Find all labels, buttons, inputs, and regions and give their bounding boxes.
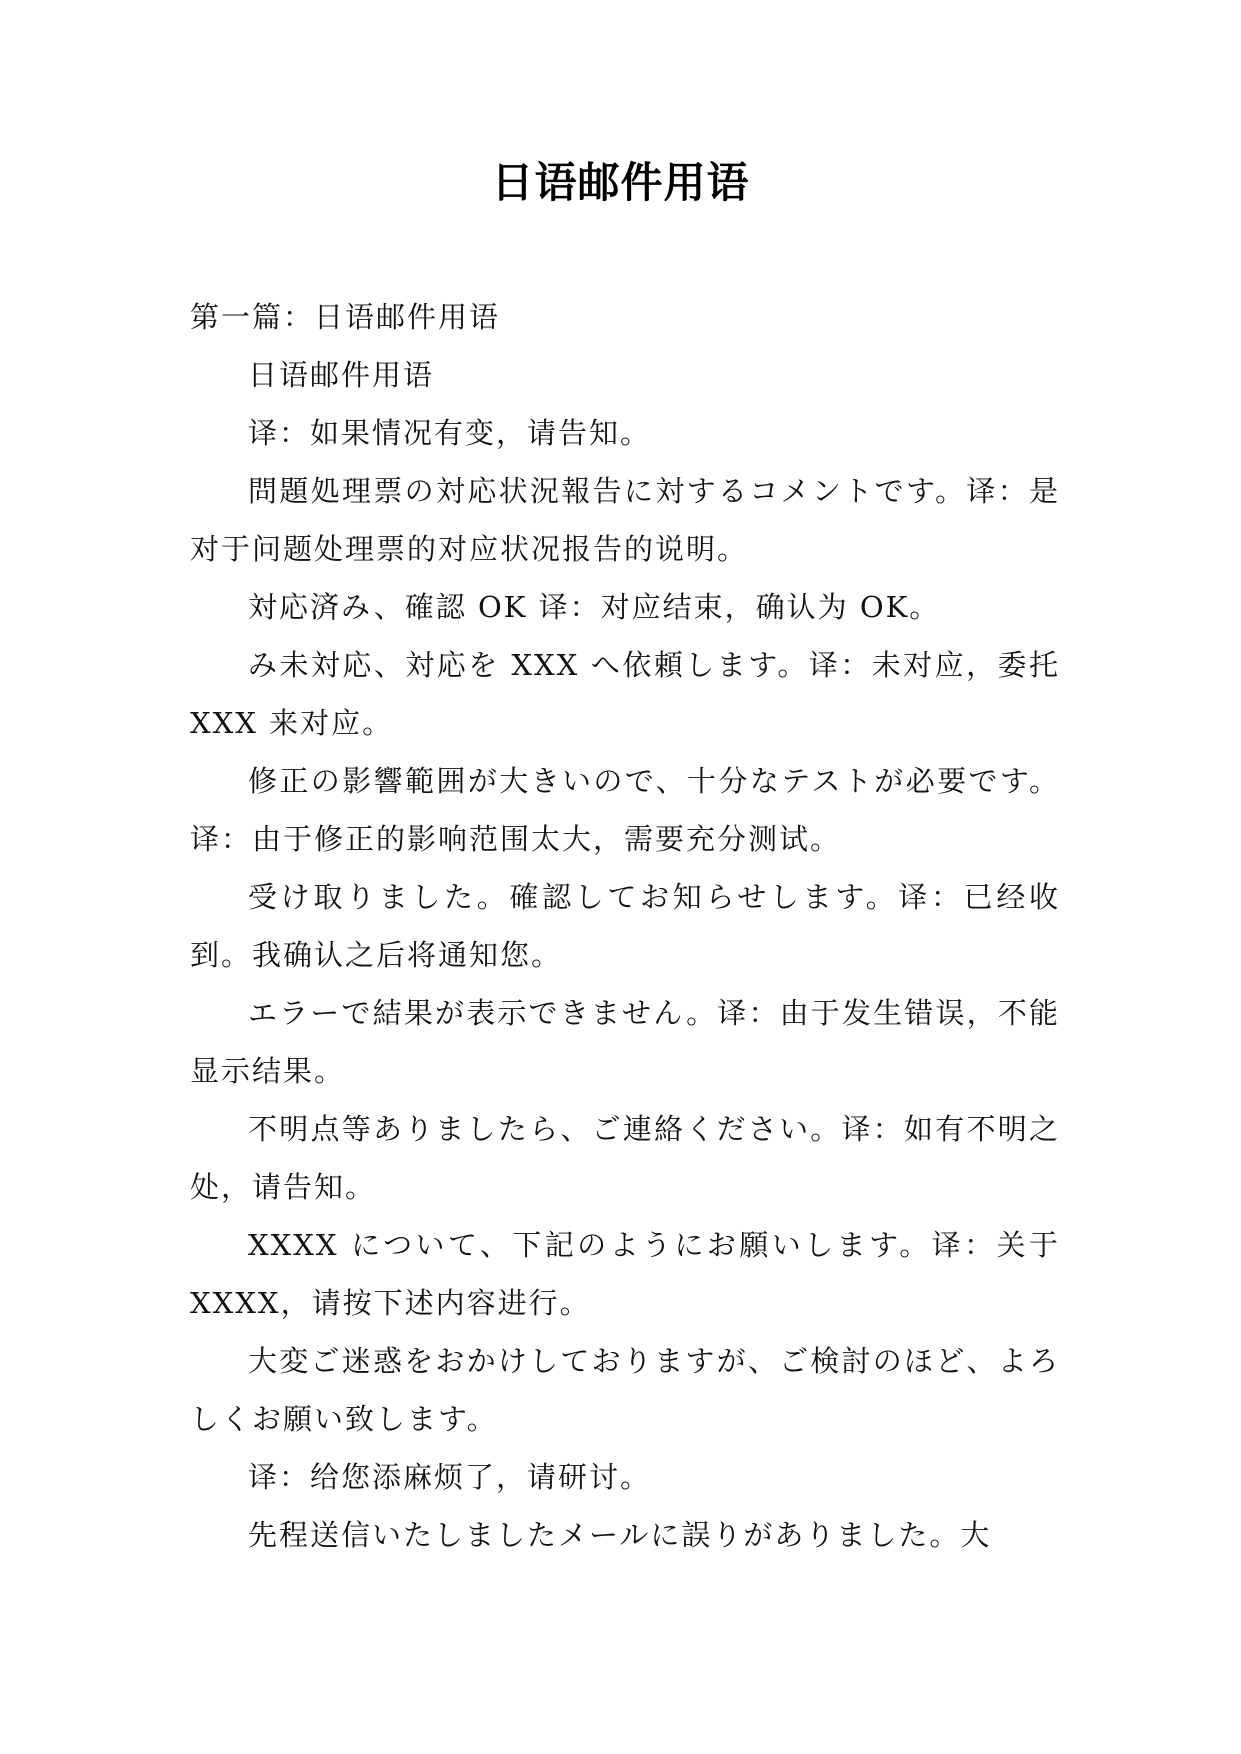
paragraph: エラーで結果が表示できません。译：由于发生错误，不能显示结果。	[190, 996, 1060, 1088]
paragraph: 译：给您添麻烦了，请研讨。	[248, 1460, 652, 1494]
paragraph: 修正の影響範囲が大きいので、十分なテストが必要です。译：由于修正的影响范围太大，需要充分测试。	[190, 764, 1060, 856]
paragraph: 大変ご迷惑をおかけしておりますが、ご検討のほど、よろしくお願い致します。	[190, 1344, 1060, 1436]
paragraph: 日语邮件用语	[248, 358, 435, 392]
paragraph: 受け取りました。確認してお知らせします。译：已经收到。我确认之后将通知您。	[190, 880, 1060, 972]
paragraph: 先程送信いたしましたメールに誤りがありました。大	[248, 1518, 992, 1552]
paragraph: 問題処理票の対応状況報告に対するコメントです。译：是对于问题处理票的对应状况报告的说明。	[190, 474, 1060, 566]
paragraph: み未対応、対応を XXX へ依頼します。译：未对应，委托 XXX 来对应。	[190, 648, 1060, 740]
paragraph: XXXX について、下記のようにお願いします。译：关于 XXXX，请按下述内容进行。	[190, 1228, 1060, 1320]
paragraph: 対応済み、確認 OK 译：对应结束，确认为 OK。	[248, 590, 941, 624]
paragraph: 不明点等ありましたら、ご連絡ください。译：如有不明之处，请告知。	[190, 1112, 1060, 1204]
document-body	[190, 288, 1060, 1564]
section-heading: 第一篇：日语邮件用语	[190, 300, 501, 334]
document-title: 日语邮件用语	[491, 158, 750, 207]
paragraph: 译：如果情况有变，请告知。	[248, 416, 652, 450]
